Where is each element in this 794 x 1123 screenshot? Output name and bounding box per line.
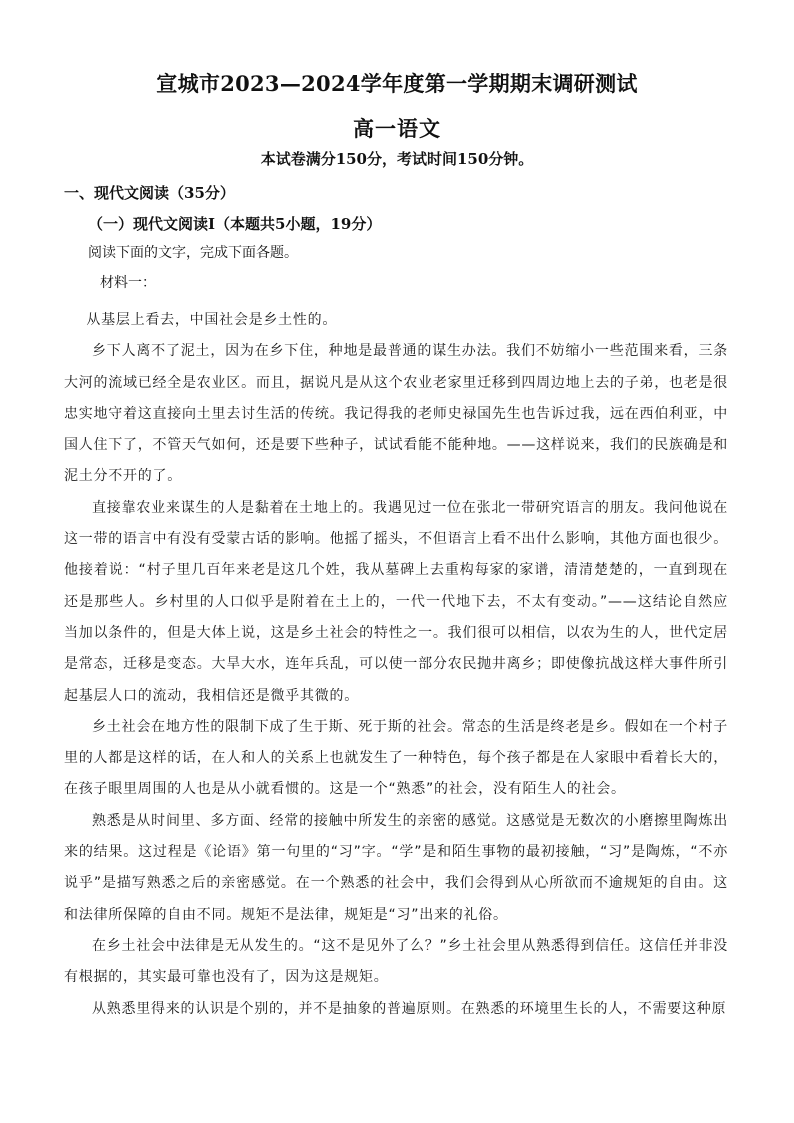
exam-subject: 高一语文 — [353, 116, 441, 141]
subsection-heading: （一）现代文阅读Ⅰ（本题共5小题，19分） — [88, 215, 382, 233]
passage-paragraph: 在乡土社会中法律是无从发生的。“这不是见外了么？”乡土社会里从熟悉得到信任。这信任并非没有根据的，其实最可靠也没有了，因为这是规矩。 — [64, 937, 728, 986]
passage-paragraph: 乡土社会在地方性的限制下成了生于斯、死于斯的社会。常态的生活是终老是乡。假如在一个村子里的人都是这样的话，在人和人的关系上也就发生了一种特色，每个孩子都是在人家眼中看着长大的，在孩子眼里周围的人也是从小就看惯的。这是一个“熟悉”的社会，没有陌生人的社会。 — [64, 718, 728, 798]
passage-paragraph: 乡下人离不了泥土，因为在乡下住，种地是最普通的谋生办法。我们不妨缩小一些范围来看，三条大河的流域已经全是农业区。而且，据说凡是从这个农业老家里迁移到四周边地上去的子弟，也老是很忠实地守着这直接向土里去讨生活的传统。我记得我的老师史禄国先生也告诉过我，远在西伯利亚，中国人住下了，不管天气如何，还是要下些种子，试试看能不能种地。——这样说来，我们的民族确是和泥土分不开的了。 — [64, 343, 728, 485]
reading-instruction: 阅读下面的文字，完成下面各题。 — [88, 245, 298, 261]
passage-paragraph: 从熟悉里得来的认识是个别的，并不是抽象的普遍原则。在熟悉的环境里生长的人，不需要这种原 — [92, 1000, 727, 1017]
passage-paragraph: 直接靠农业来谋生的人是黏着在土地上的。我遇见过一位在张北一带研究语言的朋友。我问他说在这一带的语言中有没有受蒙古话的影响。他摇了摇头，不但语言上看不出什么影响，其他方面也很少。他接着说：“村子里几百年来老是这几个姓，我从墓碑上去重构每家的家谱，清清楚楚的，一直到现在还是那些人。乡村里的人口似乎是附着在土上的，一代一代地下去，不太有变动。”——这结论自然应当加以条件的，但是大体上说，这是乡土社会的特性之一。我们很可以相信，以农为生的人，世代定居是常态，迁移是变态。大旱大水，连年兵乱，可以使一部分农民抛井离乡；即使像抗战这样大事件所引起基层人口的流动，我相信还是微乎其微的。 — [64, 499, 728, 704]
passage-paragraph: 从基层上看去，中国社会是乡土性的。 — [86, 312, 338, 328]
reading-passage — [64, 305, 728, 1025]
section-heading: 一、现代文阅读（35分） — [64, 184, 235, 202]
exam-title: 宣城市2023—2024学年度第一学期期末调研测试 — [156, 71, 638, 96]
material-label: 材料一： — [100, 275, 156, 291]
exam-info: 本试卷满分150分，考试时间150分钟。 — [260, 150, 534, 168]
passage-paragraph: 熟悉是从时间里、多方面、经常的接触中所发生的亲密的感觉。这感觉是无数次的小磨擦里陶炼出来的结果。这过程是《论语》第一句里的“习”字。“学”是和陌生事物的最初接触，“习”是陶炼，“不亦说乎”是描写熟悉之后的亲密感觉。在一个熟悉的社会中，我们会得到从心所欲而不逾规矩的自由。这和法律所保障的自由不同。规矩不是法律，规矩是“习”出来的礼俗。 — [64, 812, 728, 923]
